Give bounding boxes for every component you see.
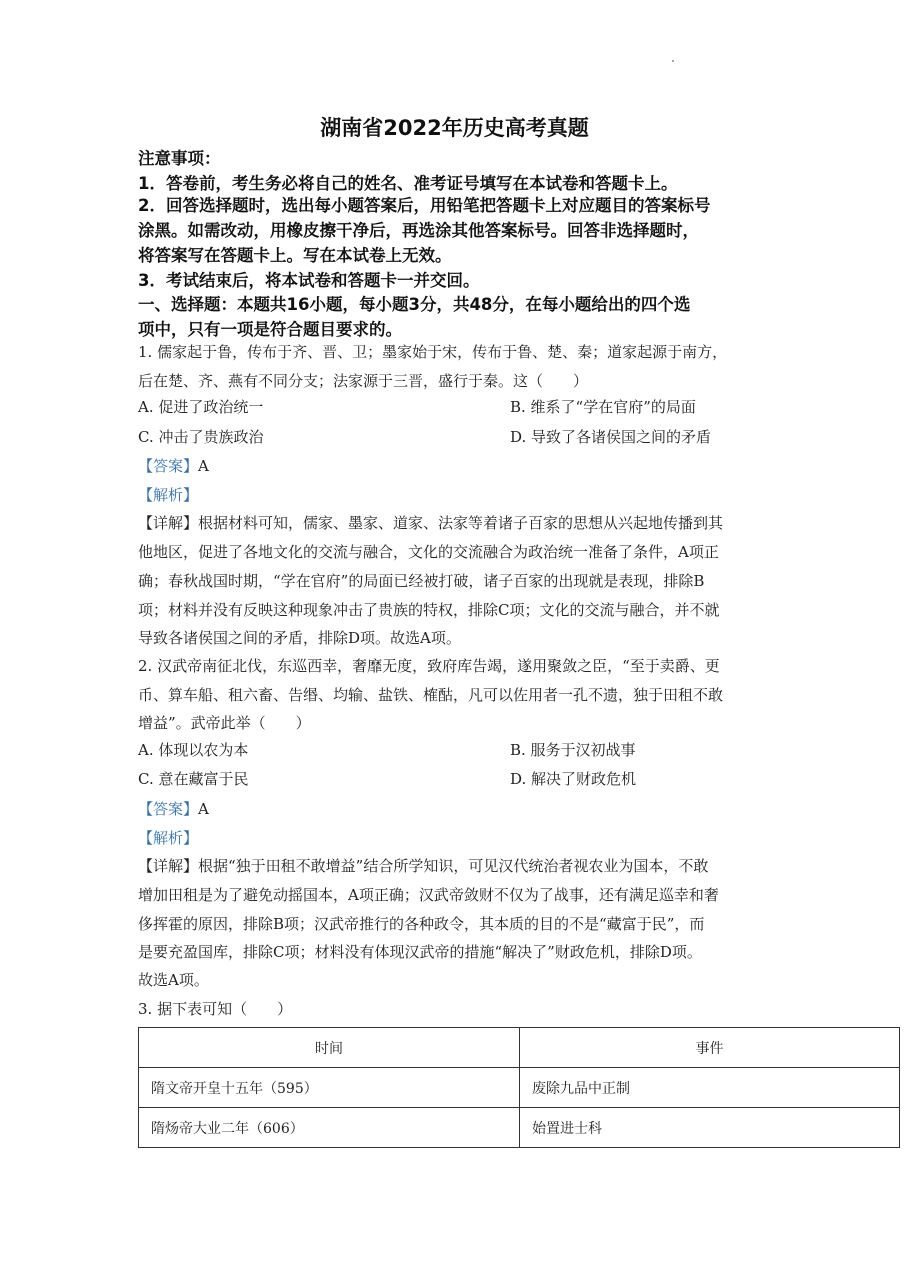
page-title: 湖南省2022年历史高考真题 [320,116,589,140]
answer-tag: 【答案】 [138,457,199,475]
q2-option-c: C. 意在藏富于民 [138,770,249,788]
q2-analysis-tag: 【解析】 [138,829,199,847]
q2-stem-line-2: 币、算车船、租六畜、告缗、均输、盐铁、榷酤，凡可以佐用者一孔不遗，独于田租不敢 [138,686,724,704]
page-dot [672,60,674,62]
q2-option-d: D. 解决了财政危机 [510,770,637,788]
notice-heading: 注意事项： [138,149,221,168]
table-cell-time: 隋炀帝大业二年（606） [139,1108,520,1148]
q1-analysis-tag: 【解析】 [138,486,199,504]
section-line-1: 一、选择题：本题共16小题，每小题3分，共48分，在每小题给出的四个选 [138,295,691,314]
q1-answer [138,454,209,478]
table-header-row [139,1028,900,1068]
table-cell-event: 始置进士科 [520,1108,900,1148]
section-line-2: 项中，只有一项是符合题目要求的。 [138,320,402,339]
q1-stem-line-2: 后在楚、齐、燕有不同分支；法家源于三晋，盛行于秦。这（ ） [138,372,589,390]
notice-line-2: 2．回答选择题时，选出每小题答案后，用铅笔把答题卡上对应题目的答案标号 [138,196,711,215]
table-header-event: 事件 [520,1028,900,1068]
q1-stem-line-1: 1. 儒家起于鲁，传布于齐、晋、卫；墨家始于宋，传布于鲁、楚、秦；道家起源于南方， [138,343,728,361]
notice-line-3: 涂黑。如需改动，用橡皮擦干净后，再选涂其他答案标号。回答非选择题时， [138,221,699,240]
detail-tag: 【详解】 [138,514,199,532]
answer-tag: 【答案】 [138,800,199,818]
q3-stem: 3. 据下表可知（ ） [138,1000,293,1018]
answer-value: A [198,800,209,818]
q2-detail-line-3: 侈挥霍的原因，排除B项；汉武帝推行的各种政令，其本质的目的不是“藏富于民”，而 [138,915,705,933]
q2-option-a: A. 体现以农为本 [138,741,249,759]
notice-line-5: 3．考试结束后，将本试卷和答题卡一并交回。 [138,271,480,290]
detail-tag: 【详解】 [138,857,199,875]
q1-detail-line-1 [138,508,778,538]
detail-text: 根据材料可知，儒家、墨家、道家、法家等着诸子百家的思想从兴起地传播到其 [198,514,724,532]
detail-text: 根据“独于田租不敢增益”结合所学知识，可见汉代统治者视农业为国本，不敢 [198,857,709,875]
q1-detail-line-3: 确；春秋战国时期，“学在官府”的局面已经被打破，诸子百家的出现就是表现，排除B [138,572,705,590]
q2-stem-line-3: 增益”。武帝此举（ ） [138,714,311,732]
q2-stem-line-1: 2. 汉武帝南征北伐，东巡西幸，奢靡无度，致府库告竭，遂用聚敛之臣，“至于卖爵、更 [138,657,720,675]
q2-detail-line-4: 是要充盈国库，排除C项；材料没有体现汉武帝的措施“解决了”财政危机，排除D项。 [138,943,702,961]
q1-detail-line-4: 项；材料并没有反映这种现象冲击了贵族的特权，排除C项；文化的交流与融合，并不就 [138,601,720,619]
q2-option-b: B. 服务于汉初战事 [510,741,636,759]
table-cell-time: 隋文帝开皇十五年（595） [139,1068,520,1108]
notice-line-4: 将答案写在答题卡上。写在本试卷上无效。 [138,246,452,265]
table-row [139,1108,900,1148]
table-header-time: 时间 [139,1028,520,1068]
table-cell-event: 废除九品中正制 [520,1068,900,1108]
q2-detail-line-1 [138,851,778,881]
q2-detail-line-2: 增加田租是为了避免动摇国本，A项正确；汉武帝敛财不仅为了战事，还有满足巡幸和奢 [138,886,719,904]
q1-option-b: B. 维系了“学在官府”的局面 [510,398,696,416]
q1-option-c: C. 冲击了贵族政治 [138,428,264,446]
q2-answer [138,797,209,821]
answer-value: A [198,457,209,475]
q1-option-d: D. 导致了各诸侯国之间的矛盾 [510,428,712,446]
q3-table [138,1027,900,1148]
notice-line-1: 1．答卷前，考生务必将自己的姓名、准考证号填写在本试卷和答题卡上。 [138,174,678,193]
q1-detail-line-2: 他地区，促进了各地文化的交流与融合，文化的交流融合为政治统一准备了条件，A项正 [138,543,719,561]
table-row [139,1068,900,1108]
q1-detail-line-5: 导致各诸侯国之间的矛盾，排除D项。故选A项。 [138,629,461,647]
q1-option-a: A. 促进了政治统一 [138,398,264,416]
q2-detail-line-5: 故选A项。 [138,971,209,989]
